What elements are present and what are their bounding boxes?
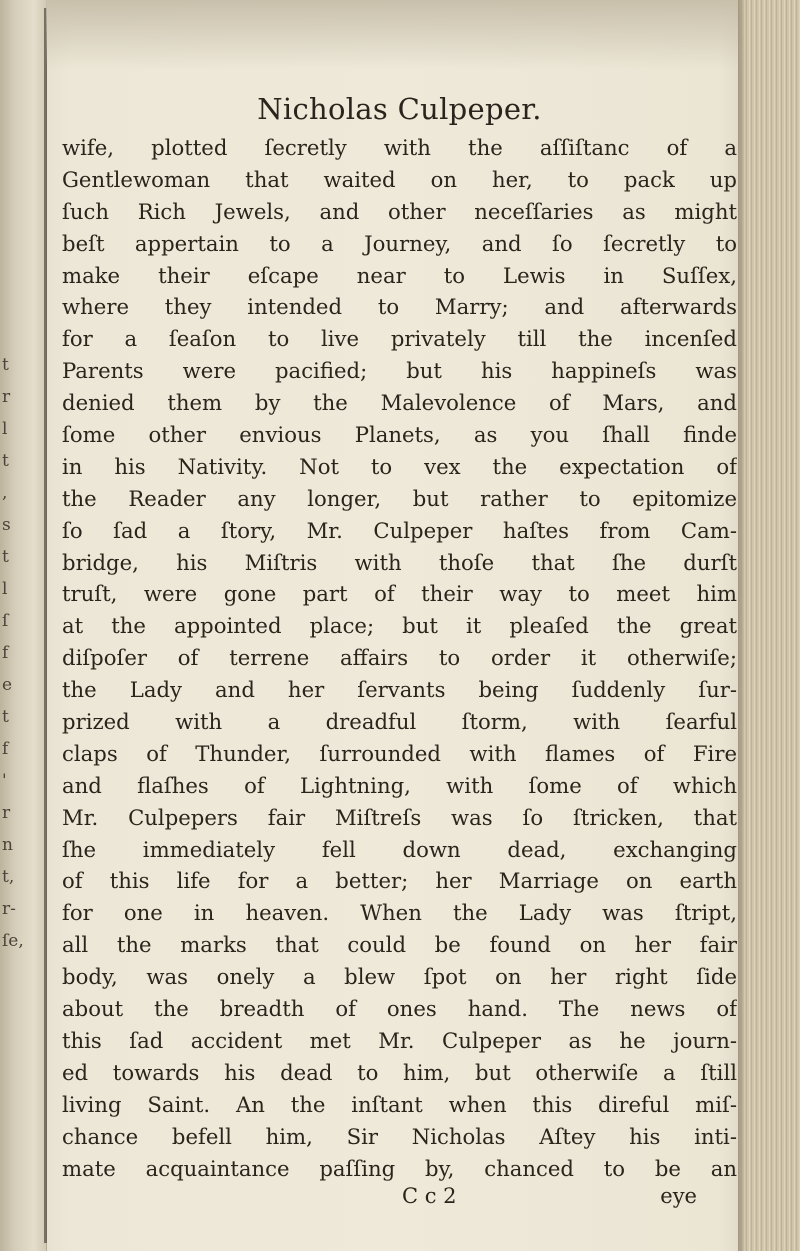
text-line: body, was onely a blew ſpot on her right ſide (62, 964, 737, 990)
facing-page-letter: ' (2, 771, 7, 791)
text-line: Gentlewoman that waited on her, to pack up (62, 166, 737, 192)
facing-page-letter: e (2, 675, 13, 695)
facing-page-letter: s (2, 515, 11, 535)
text-line: ſo ſad a ſtory, Mr. Culpeper haſtes from Cam- (62, 517, 737, 543)
facing-page-letter: , (2, 483, 8, 503)
text-line: denied them by the Malevolence of Mars, and (62, 390, 737, 416)
text-line: mate acquaintance paſſing by, chanced to be an (62, 1155, 737, 1181)
text-line: this ſad accident met Mr. Culpeper as he journ- (62, 1027, 737, 1053)
facing-page-letter: t (2, 451, 9, 471)
text-line: at the appointed place; but it pleaſed the great (62, 613, 737, 639)
page-stack-edge (738, 0, 800, 1251)
text-line: where they intended to Marry; and afterwards (62, 294, 737, 320)
facing-page-letter: r- (2, 899, 16, 919)
facing-page-letter: l (2, 419, 8, 439)
text-line: the Reader any longer, but rather to epitomize (62, 485, 737, 511)
text-line: all the marks that could be found on her fair (62, 932, 737, 958)
book-page (62, 92, 737, 1232)
text-line: living Saint. An the inſtant when this direful miſ- (62, 1091, 737, 1117)
facing-page-edge (0, 0, 47, 1251)
text-line: claps of Thunder, ſurrounded with flames of Fire (62, 740, 737, 766)
gutter (44, 8, 47, 1243)
text-line: in his Nativity. Not to vex the expectation of (62, 453, 737, 479)
signature-mark: C c 2 (402, 1184, 457, 1209)
page-body (62, 132, 737, 1184)
text-line: make their eſcape near to Lewis in Suſſex, (62, 262, 737, 288)
page-shadow (46, 0, 738, 70)
text-line: ſome other envious Planets, as you ſhall finde (62, 422, 737, 448)
facing-page-letter: f (2, 739, 9, 759)
text-line: for one in heaven. When the Lady was ſtript, (62, 900, 737, 926)
text-line: of this life for a better; her Marriage on earth (62, 868, 737, 894)
text-line: Parents were pacified; but his happineſs was (62, 358, 737, 384)
facing-page-letter: n (2, 835, 13, 855)
text-line: beſt appertain to a Journey, and ſo ſecretly to (62, 230, 737, 256)
text-line: ſhe immediately fell down dead, exchanging (62, 836, 737, 862)
text-line: for a ſeaſon to live privately till the incenſed (62, 326, 737, 352)
text-line: Mr. Culpepers fair Miſtreſs was ſo ſtricken, that (62, 804, 737, 830)
running-head: Nicholas Culpeper. (257, 92, 542, 126)
text-line: chance befell him, Sir Nicholas Aſtey his inti- (62, 1123, 737, 1149)
text-line: ſuch Rich Jewels, and other neceſſaries as might (62, 198, 737, 224)
text-line: prized with a dreadful ſtorm, with ſearful (62, 709, 737, 735)
facing-page-letter: t (2, 707, 9, 727)
text-line: bridge, his Miſtris with thoſe that ſhe durſt (62, 549, 737, 575)
facing-page-letter: ſe, (2, 931, 24, 951)
text-line: the Lady and her ſervants being ſuddenly ſur- (62, 677, 737, 703)
facing-page-letter: r (2, 803, 11, 823)
catchword: eye (660, 1184, 697, 1209)
facing-page-letter: t (2, 355, 9, 375)
facing-page-letter: t, (2, 867, 15, 887)
facing-page-letter: l (2, 579, 8, 599)
text-line: truſt, were gone part of their way to meet him (62, 581, 737, 607)
text-line: ed towards his dead to him, but otherwiſe a ſtill (62, 1059, 737, 1085)
facing-page-letter: f (2, 643, 9, 663)
text-line: about the breadth of ones hand. The news of (62, 996, 737, 1022)
signature-line (62, 1184, 737, 1216)
text-line: and flaſhes of Lightning, with ſome of which (62, 772, 737, 798)
text-line: diſpoſer of terrene affairs to order it otherwiſe; (62, 645, 737, 671)
facing-page-letter: t (2, 547, 9, 567)
text-line: wife, plotted ſecretly with the aſſiſtanc of a (62, 135, 737, 160)
facing-page-letter: r (2, 387, 11, 407)
facing-page-letter: ſ (2, 611, 9, 631)
